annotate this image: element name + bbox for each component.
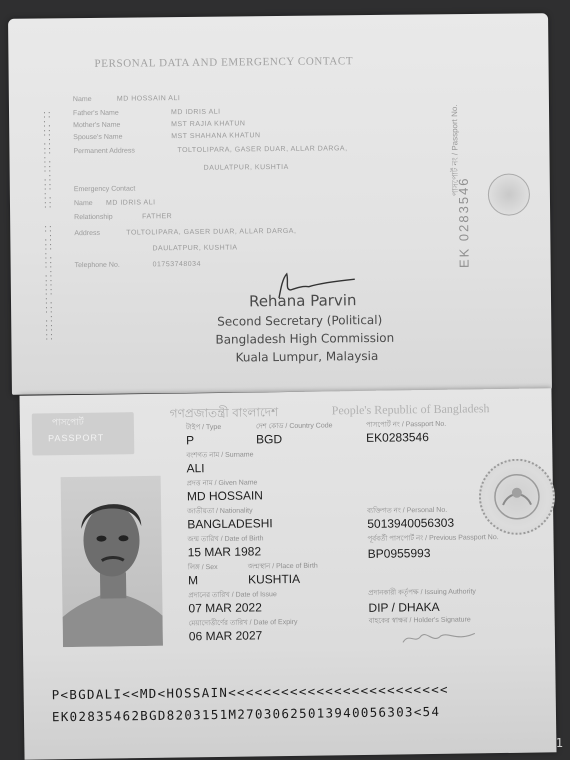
signatory-title: Second Secretary (Political) [217, 312, 383, 329]
side-passport-label: পাসপোর্ট নং / Passport No. [449, 104, 460, 197]
country-code-value: BGD [256, 432, 283, 447]
personal-no-value: 5013940056303 [367, 515, 455, 531]
passport-label-bangla: পাসপোর্ট [51, 416, 84, 428]
holder-photo [61, 476, 163, 647]
personal-label: Permanent Address [73, 147, 135, 156]
pob-value: KUSHTIA [247, 571, 301, 587]
expiry-date-value: 06 MAR 2027 [188, 628, 263, 644]
type-label: টাইপ / Type [185, 423, 222, 432]
country-code-label: দেশ কোড / Country Code [255, 422, 333, 431]
personal-label: Spouse's Name [73, 133, 123, 142]
surname-label: বংশগত নাম / Surname [186, 451, 254, 460]
emblem-small-icon [488, 173, 530, 215]
passport-no-label: পাসপোর্ট নং / Passport No. [365, 420, 447, 429]
emergency-label: Address [74, 229, 101, 238]
authority-value: DIP / DHAKA [368, 599, 440, 615]
type-value: P [186, 433, 195, 448]
given-name-value: MD HOSSAIN [186, 488, 264, 504]
passport-no-value: EK0283546 [366, 430, 429, 445]
sex-value: M [187, 573, 199, 588]
surname-value: ALI [186, 461, 205, 476]
perforation-bottom: :: .: :: :. :: .: :: :: :. :: .: :: :: [44, 223, 55, 343]
passport-bio-page [19, 388, 556, 759]
emergency-label: Name [73, 199, 93, 208]
emergency-value: 01753748034 [152, 260, 201, 269]
emblem-icon [478, 458, 555, 535]
perforation-top: :: :. :: .: :: :. :: .: :: :. :: [42, 109, 54, 211]
given-name-label: প্রদত্ত নাম / Given Name [186, 479, 258, 488]
mrz-line-1: P<BGDALI<<MD<HOSSAIN<<<<<<<<<<<<<<<<<<<<<<<<< [51, 681, 449, 703]
mrz-line-2: EK02835462BGD8203151M2703062501394005630З<54 [51, 703, 441, 725]
dob-label: জন্ম তারিখ / Date of Birth [187, 535, 264, 544]
personal-value: DAULATPUR, KUSHTIA [203, 163, 289, 172]
emergency-value: FATHER [142, 213, 173, 221]
personal-value: TOLTOLIPARA, GASER DUAR, ALLAR DARGA, [177, 145, 348, 155]
authority-label: প্রদানকারী কর্তৃপক্ষ / Issuing Authority [368, 588, 476, 597]
side-passport-number: EK 0283546 [455, 176, 472, 269]
nationality-value: BANGLADESHI [187, 516, 273, 532]
photo-timestamp: 2025.12.02 18:51 [432, 736, 564, 750]
signatory-office: Bangladesh High Commission [215, 330, 395, 347]
dob-value: 15 MAR 1982 [187, 544, 262, 560]
holder-signature-label: বাহকের স্বাক্ষর / Holder's Signature [368, 616, 471, 625]
header-bangla: গণপ্রজাতন্ত্রী বাংলাদেশ [169, 405, 279, 421]
passport-label: PASSPORT [48, 432, 105, 444]
personal-value: MST RAJIA KHATUN [171, 120, 246, 129]
personal-value: MD HOSSAIN ALI [116, 95, 181, 103]
personal-no-label: ব্যক্তিগত নং / Personal No. [367, 506, 448, 515]
prev-passport-label: পূর্ববর্তী পাসপোর্ট নং / Previous Passport No. [367, 534, 499, 543]
personal-label: Father's Name [73, 109, 119, 118]
emergency-value: DAULATPUR, KUSHTIA [152, 244, 238, 253]
personal-label: Name [72, 95, 92, 104]
passport-data-page [8, 13, 552, 395]
header-english: People's Republic of Bangladesh [331, 401, 490, 418]
emergency-title: Emergency Contact [73, 185, 136, 194]
issue-date-value: 07 MAR 2022 [188, 600, 262, 616]
personal-value: MD IDRIS ALI [171, 108, 221, 117]
pob-label: জন্মস্থান / Place of Birth [247, 562, 318, 571]
emergency-label: Relationship [74, 213, 113, 222]
prev-passport-value: BP0955993 [367, 546, 431, 561]
holder-signature-mark [399, 625, 479, 650]
emergency-value: TOLTOLIPARA, GASER DUAR, ALLAR DARGA, [126, 227, 297, 237]
expiry-date-label: মেয়াদোত্তীর্ণের তারিখ / Date of Expiry [188, 618, 298, 628]
signatory-name: Rehana Parvin [248, 291, 357, 311]
nationality-label: জাতীয়তা / Nationality [187, 507, 253, 516]
personal-value: MST SHAHANA KHATUN [171, 132, 261, 141]
sex-label: লিঙ্গ / Sex [187, 563, 218, 572]
emergency-value: MD IDRIS ALI [105, 199, 156, 207]
personal-label: Mother's Name [73, 121, 121, 130]
issue-date-label: প্রদানের তারিখ / Date of Issue [188, 591, 277, 600]
signatory-city: Kuala Lumpur, Malaysia [235, 348, 379, 365]
emergency-label: Telephone No. [74, 261, 120, 270]
section-title: PERSONAL DATA AND EMERGENCY CONTACT [94, 55, 354, 70]
